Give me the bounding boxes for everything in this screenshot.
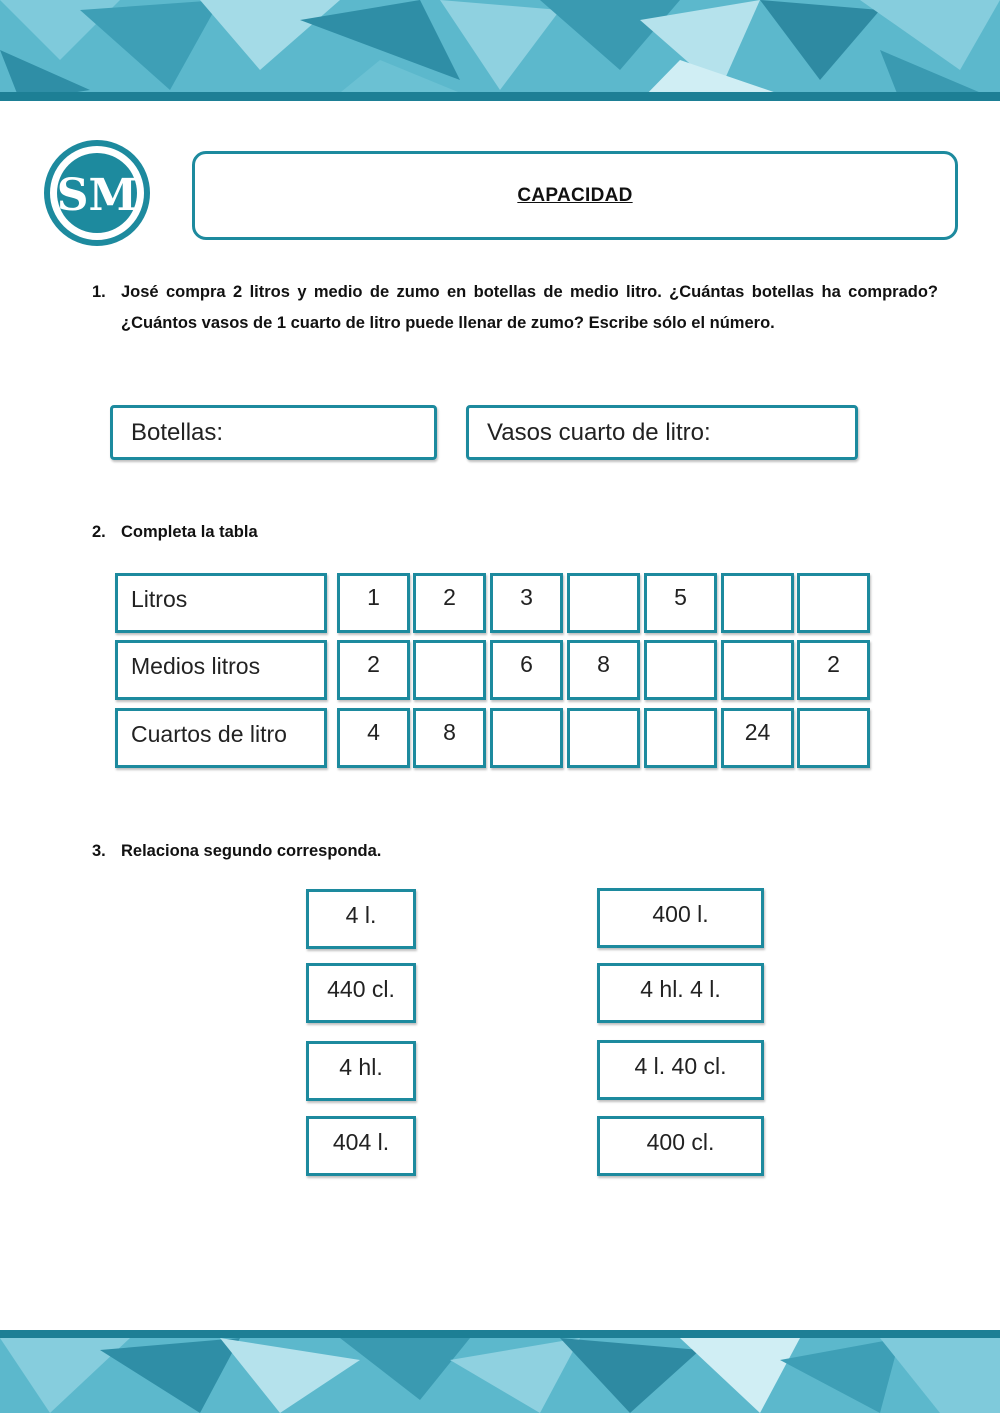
- table-cell[interactable]: [797, 708, 870, 768]
- logo-text: SM: [56, 170, 138, 221]
- table-cell[interactable]: 3: [490, 573, 563, 633]
- table-row-label-medios-litros: Medios litros: [115, 640, 327, 700]
- table-cell[interactable]: 5: [644, 573, 717, 633]
- question-text: Completa la tabla: [121, 523, 258, 541]
- title-box: [192, 151, 958, 240]
- table-cell[interactable]: 2: [413, 573, 486, 633]
- question-number: 3.: [92, 842, 106, 860]
- sm-logo: [44, 140, 150, 246]
- table-cell[interactable]: 2: [337, 640, 410, 700]
- table-cell[interactable]: [721, 640, 794, 700]
- table-cell[interactable]: 6: [490, 640, 563, 700]
- table-row-label-litros: Litros: [115, 573, 327, 633]
- table-cell[interactable]: [567, 708, 640, 768]
- match-left-item[interactable]: 404 l.: [306, 1116, 416, 1176]
- question-number: 2.: [92, 523, 106, 541]
- question-2: [92, 517, 492, 548]
- bottom-banner: [0, 1330, 1000, 1413]
- bottles-answer-box[interactable]: [110, 405, 437, 460]
- table-cell[interactable]: [721, 573, 794, 633]
- table-cell[interactable]: [567, 573, 640, 633]
- match-left-item[interactable]: 4 hl.: [306, 1041, 416, 1101]
- table-cell[interactable]: 8: [567, 640, 640, 700]
- glasses-label: Vasos cuarto de litro:: [487, 419, 711, 446]
- table-cell[interactable]: 24: [721, 708, 794, 768]
- match-left-item[interactable]: 4 l.: [306, 889, 416, 949]
- table-cell[interactable]: [797, 573, 870, 633]
- question-3: [92, 836, 492, 867]
- glasses-answer-box[interactable]: [466, 405, 858, 460]
- table-cell[interactable]: [644, 708, 717, 768]
- match-right-item[interactable]: 400 cl.: [597, 1116, 764, 1176]
- match-right-item[interactable]: 4 hl. 4 l.: [597, 963, 764, 1023]
- table-cell[interactable]: [644, 640, 717, 700]
- question-1: [92, 277, 938, 373]
- match-left-item[interactable]: 440 cl.: [306, 963, 416, 1023]
- match-right-item[interactable]: 400 l.: [597, 888, 764, 948]
- table-cell[interactable]: [490, 708, 563, 768]
- table-cell[interactable]: 2: [797, 640, 870, 700]
- table-row-label-cuartos-de-litro: Cuartos de litro: [115, 708, 327, 768]
- bottles-label: Botellas:: [131, 419, 224, 446]
- question-text: José compra 2 litros y medio de zumo en botellas de medio litro. ¿Cuántas botellas ha comprado? ¿Cuántos vasos de 1 cuarto de litro puede llenar de zumo? Escribe sólo el número.: [121, 283, 938, 332]
- question-number: 1.: [92, 283, 106, 301]
- page-title: CAPACIDAD: [517, 184, 633, 206]
- top-banner: [0, 0, 1000, 101]
- match-right-item[interactable]: 4 l. 40 cl.: [597, 1040, 764, 1100]
- table-cell[interactable]: [413, 640, 486, 700]
- table-cell[interactable]: 1: [337, 573, 410, 633]
- table-cell[interactable]: 8: [413, 708, 486, 768]
- table-cell[interactable]: 4: [337, 708, 410, 768]
- question-text: Relaciona segundo corresponda.: [121, 842, 382, 860]
